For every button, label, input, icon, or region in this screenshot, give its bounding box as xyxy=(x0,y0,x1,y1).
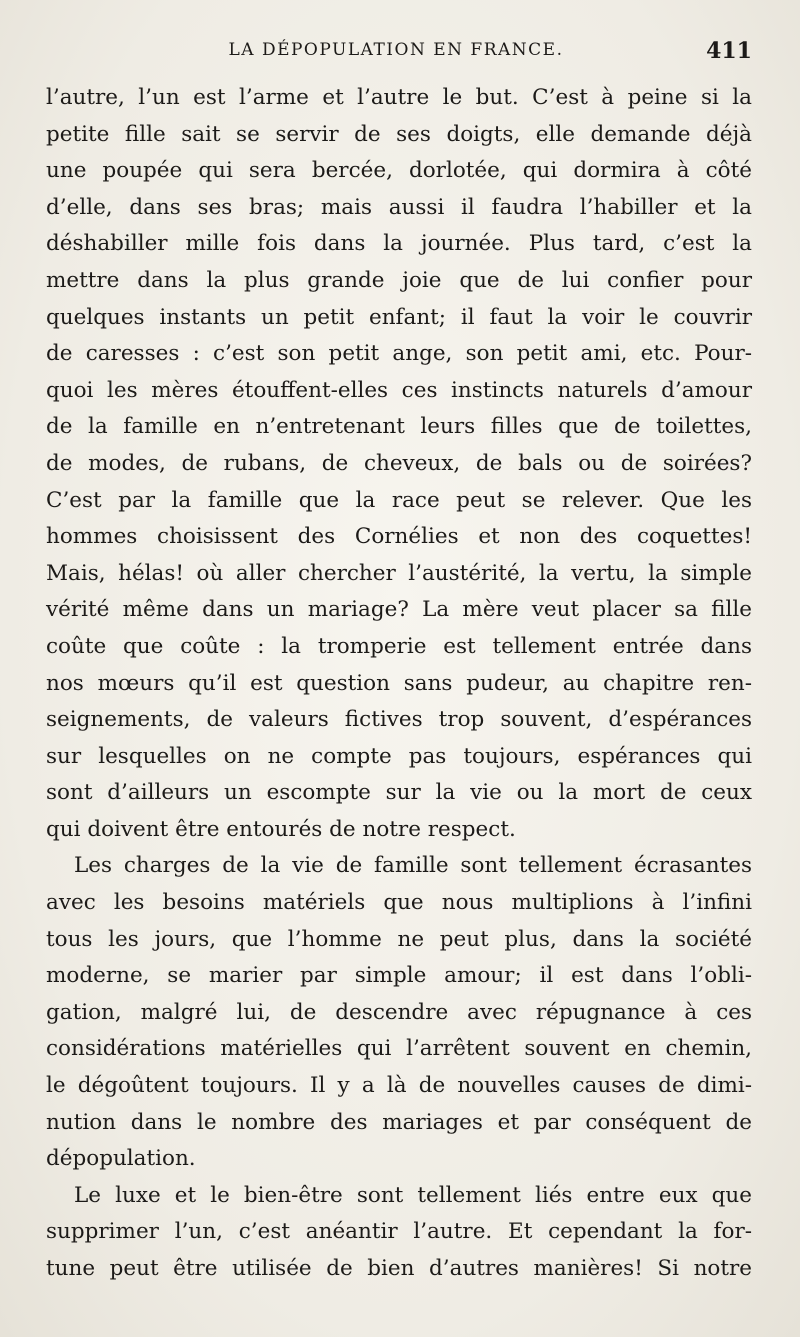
text-line: qui doivent être entourés de notre respect. xyxy=(46,816,516,842)
text-line: sont d’ailleurs un escompte sur la vie ou la mort de ceux xyxy=(46,780,752,806)
text-line: C’est par la famille que la race peut se relever. Que les xyxy=(46,487,752,513)
text-line: petite fille sait se servir de ses doigts, elle demande déjà xyxy=(46,121,752,147)
text-line: gation, malgré lui, de descendre avec répugnance à ces xyxy=(46,999,752,1025)
text-line: hommes choisissent des Cornélies et non des coquettes! xyxy=(46,524,752,550)
text-line: nos mœurs qu’il est question sans pudeur, au chapitre ren- xyxy=(46,670,752,696)
page-number: 411 xyxy=(706,38,752,64)
paragraph-first-line: Le luxe et le bien-être sont tellement liés entre eux que xyxy=(74,1182,752,1208)
body-text xyxy=(46,80,752,1288)
text-line: de caresses : c’est son petit ange, son petit ami, etc. Pour- xyxy=(46,341,752,367)
text-line: coûte que coûte : la tromperie est tellement entrée dans xyxy=(46,633,752,659)
text-line: moderne, se marier par simple amour; il est dans l’obli- xyxy=(46,963,752,989)
text-line: avec les besoins matériels que nous multiplions à l’infini xyxy=(46,890,752,916)
text-line: de modes, de rubans, de cheveux, de bals ou de soirées? xyxy=(46,450,752,476)
text-line: tous les jours, que l’homme ne peut plus, dans la société xyxy=(46,926,752,952)
text-line: supprimer l’un, c’est anéantir l’autre. Et cependant la for- xyxy=(46,1219,752,1245)
text-line: quoi les mères étouffent-elles ces instincts naturels d’amour xyxy=(46,377,752,403)
text-line: déshabiller mille fois dans la journée. Plus tard, c’est la xyxy=(46,231,752,257)
text-line: considérations matérielles qui l’arrêtent souvent en chemin, xyxy=(46,1036,752,1062)
running-title: LA DÉPOPULATION EN FRANCE. xyxy=(228,40,564,60)
paragraph-first-line: Les charges de la vie de famille sont tellement écrasantes xyxy=(74,853,752,879)
text-line: dépopulation. xyxy=(46,1146,196,1172)
text-line: d’elle, dans ses bras; mais aussi il faudra l’habiller et la xyxy=(46,194,752,220)
text-line: nution dans le nombre des mariages et par conséquent de xyxy=(46,1109,752,1135)
text-line: le dégoûtent toujours. Il y a là de nouvelles causes de dimi- xyxy=(46,1073,752,1099)
text-line: de la famille en n’entretenant leurs filles que de toilettes, xyxy=(46,414,752,440)
text-line: vérité même dans un mariage? La mère veut placer sa fille xyxy=(46,597,752,623)
text-line: mettre dans la plus grande joie que de lui confier pour xyxy=(46,267,752,293)
text-line: l’autre, l’un est l’arme et l’autre le but. C’est à peine si la xyxy=(46,85,752,110)
text-line: tune peut être utilisée de bien d’autres manières! Si notre xyxy=(46,1256,752,1281)
text-line: une poupée qui sera bercée, dorlotée, qui dormira à côté xyxy=(46,158,752,184)
text-line: quelques instants un petit enfant; il faut la voir le couvrir xyxy=(46,304,752,330)
text-line: seignements, de valeurs fictives trop souvent, d’espérances xyxy=(46,707,752,733)
page-header xyxy=(46,38,752,68)
text-line: Mais, hélas! où aller chercher l’austérité, la vertu, la simple xyxy=(46,560,752,586)
text-line: sur lesquelles on ne compte pas toujours, espérances qui xyxy=(46,743,752,769)
